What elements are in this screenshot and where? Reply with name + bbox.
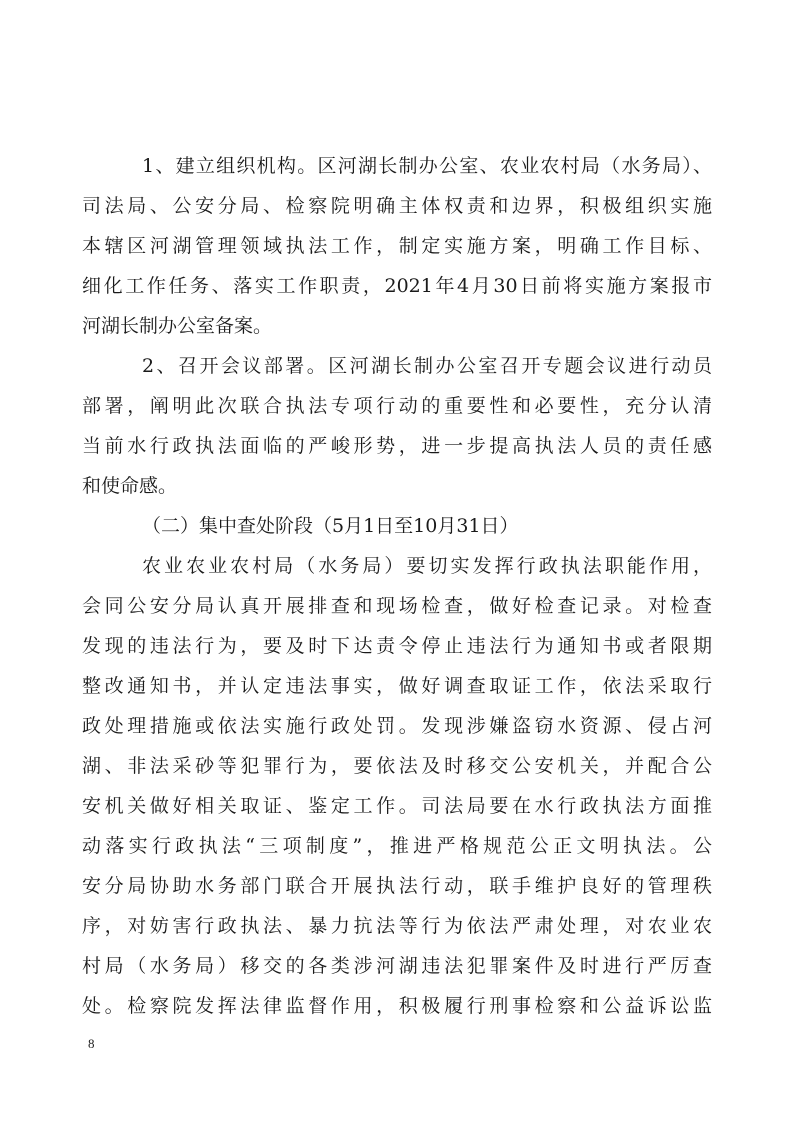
paragraph-1-line-4: 细化工作任务、落实工作职责，2021年4月30日前将实施方案报市 xyxy=(82,275,712,297)
paragraph-3-line-2: 会同公安分局认真开展排查和现场检查，做好检查记录。对检查 xyxy=(82,595,712,617)
paragraph-1-line-3: 本辖区河湖管理领域执法工作，制定实施方案，明确工作目标、 xyxy=(82,235,712,257)
paragraph-2-line-4: 和使命感。 xyxy=(82,475,178,497)
paragraph-1-line-5: 河湖长制办公室备案。 xyxy=(82,315,273,337)
paragraph-3-line-4: 整改通知书，并认定违法事实，做好调查取证工作，依法采取行 xyxy=(82,675,712,697)
page-number: 8 xyxy=(88,1036,95,1051)
paragraph-3-line-11: 村局（水务局）移交的各类涉河湖违法犯罪案件及时进行严厉查 xyxy=(82,955,712,977)
paragraph-3-line-3: 发现的违法行为，要及时下达责令停止违法行为通知书或者限期 xyxy=(82,635,712,657)
paragraph-3-line-12: 处。检察院发挥法律监督作用，积极履行刑事检察和公益诉讼监 xyxy=(82,995,712,1017)
paragraph-3-line-7: 安机关做好相关取证、鉴定工作。司法局要在水行政执法方面推 xyxy=(82,795,712,817)
paragraph-1-line-1: 1、建立组织机构。区河湖长制办公室、农业农村局（水务局）、 xyxy=(142,155,712,177)
paragraph-3-line-9: 安分局协助水务部门联合开展执法行动，联手维护良好的管理秩 xyxy=(82,875,712,897)
section-heading: （二）集中查处阶段（5月1日至10月31日） xyxy=(142,515,519,537)
paragraph-2-line-1: 2、召开会议部署。区河湖长制办公室召开专题会议进行动员 xyxy=(142,355,712,377)
paragraph-3-line-1: 农业农业农村局（水务局）要切实发挥行政执法职能作用， xyxy=(142,555,712,577)
paragraph-3-line-10: 序，对妨害行政执法、暴力抗法等行为依法严肃处理，对农业农 xyxy=(82,915,712,937)
paragraph-2-line-3: 当前水行政执法面临的严峻形势，进一步提高执法人员的责任感 xyxy=(82,435,712,457)
paragraph-1-line-2: 司法局、公安分局、检察院明确主体权责和边界，积极组织实施 xyxy=(82,195,712,217)
paragraph-3-line-5: 政处理措施或依法实施行政处罚。发现涉嫌盗窃水资源、侵占河 xyxy=(82,715,712,737)
body-text xyxy=(82,146,712,1026)
paragraph-3-line-8: 动落实行政执法“三项制度”，推进严格规范公正文明执法。公 xyxy=(82,835,712,857)
paragraph-3-line-6: 湖、非法采砂等犯罪行为，要依法及时移交公安机关，并配合公 xyxy=(82,755,712,777)
paragraph-2-line-2: 部署，阐明此次联合执法专项行动的重要性和必要性，充分认清 xyxy=(82,395,712,417)
